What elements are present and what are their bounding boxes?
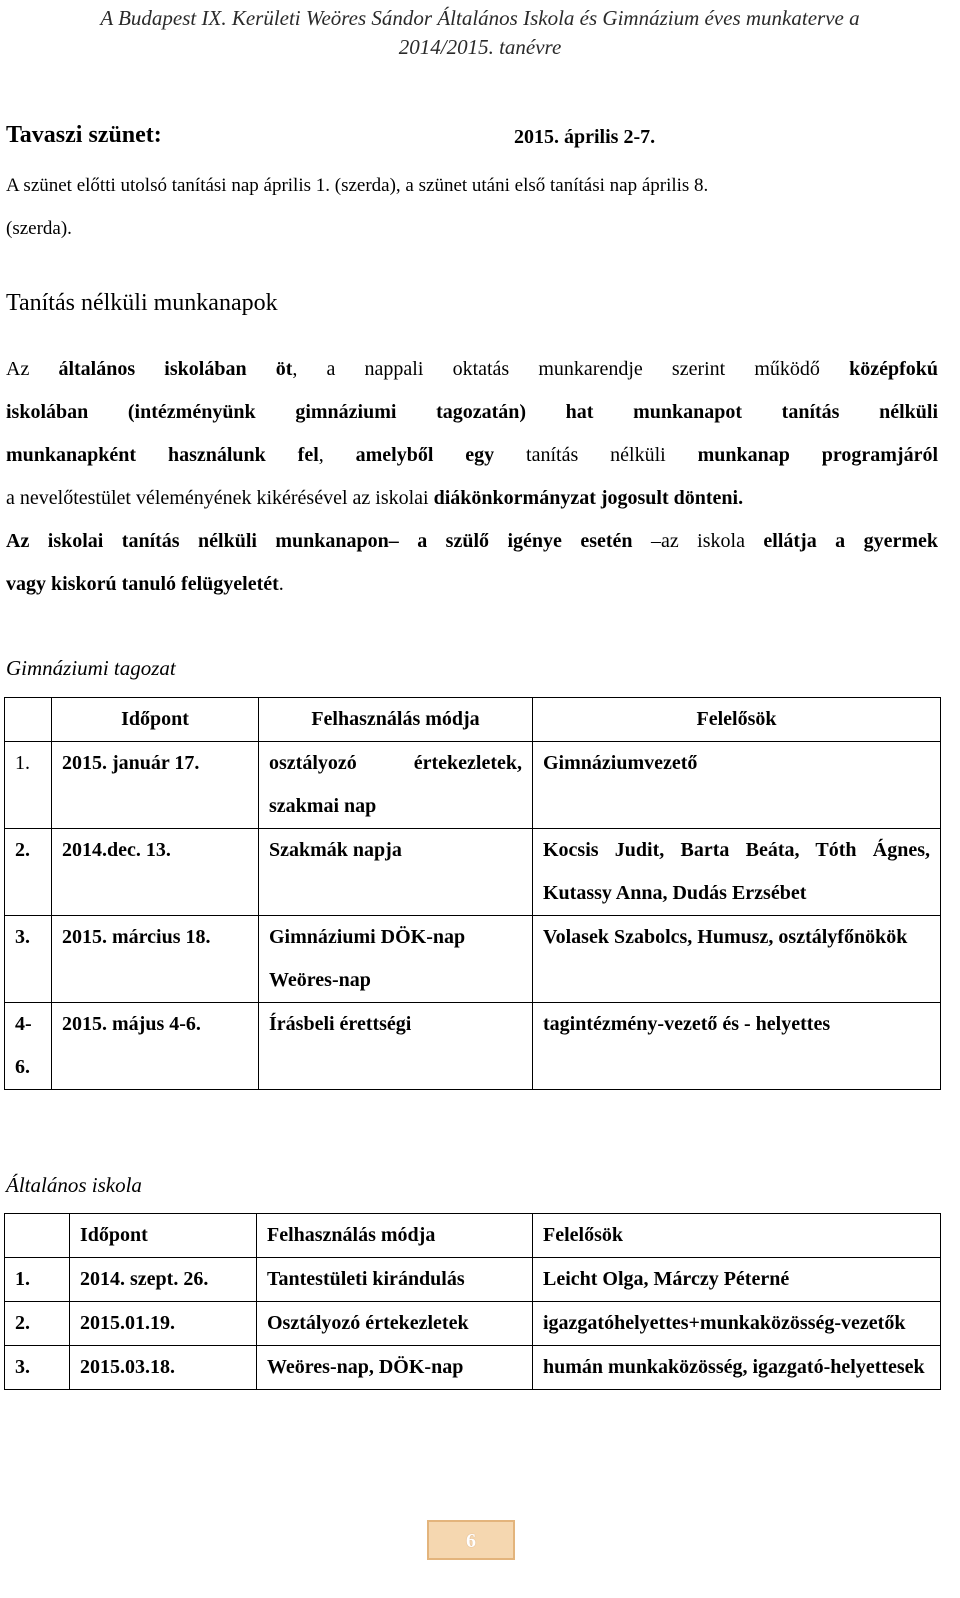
elem-row-date: 2014. szept. 26. (70, 1258, 257, 1302)
header-line-1: A Budapest IX. Kerületi Weöres Sándor Általános Iskola és Gimnázium éves munkaterve a (100, 6, 860, 30)
break-text-line-2: (szerda). (6, 218, 72, 239)
text-run: munkanap programjáról (697, 444, 939, 466)
text-run: diákönkormányzat jogosult dönteni. (433, 487, 744, 509)
gym-subheading: Gimnáziumi tagozat (6, 656, 176, 680)
paragraph-line-6 (6, 563, 284, 606)
gym-row-date: 2015. május 4-6. (52, 1003, 259, 1090)
gym-header-date: Időpont (52, 698, 259, 742)
document-header (0, 4, 960, 62)
elem-row-use: Weöres-nap, DÖK-nap (257, 1346, 533, 1390)
text-run: . (278, 573, 284, 595)
text-run: munkanapként használunk fel (6, 444, 319, 466)
gym-row-resp: Volasek Szabolcs, Humusz, osztályfőnökök (533, 916, 941, 1003)
text-run: , (318, 444, 356, 466)
table-row (5, 1346, 941, 1390)
break-text-line-1: A szünet előtti utolsó tanítási nap április 1. (szerda), a szünet utáni első tanítási nap április 8. (6, 175, 709, 196)
gym-row-use: Írásbeli érettségi (259, 1003, 533, 1090)
gym-row-num: 3. (5, 916, 52, 1003)
paragraph-line-1 (6, 348, 938, 391)
gym-header-resp: Felelősök (533, 698, 941, 742)
paragraph-line-5 (6, 520, 938, 563)
gym-row-num: 1. (5, 742, 52, 829)
paragraph-line-4 (6, 477, 743, 520)
elem-row-date: 2015.03.18. (70, 1346, 257, 1390)
elem-table (4, 1213, 941, 1390)
table-row (5, 742, 941, 829)
elem-row-num: 2. (5, 1302, 70, 1346)
elem-header-row (5, 1214, 941, 1258)
table-row (5, 1003, 941, 1090)
elem-row-resp: Leicht Olga, Márczy Péterné (533, 1258, 941, 1302)
elem-header-resp: Felelősök (533, 1214, 941, 1258)
table-row (5, 829, 941, 916)
table-row (5, 916, 941, 1003)
text-run: általános iskolában öt (58, 358, 293, 380)
text-run: iskolában (intézményünk gimnáziumi tagozatán) hat munkanapot tanítás nélküli (6, 401, 938, 423)
elem-row-num: 3. (5, 1346, 70, 1390)
gym-row-date: 2014.dec. 13. (52, 829, 259, 916)
gym-row-use: Szakmák napja (259, 829, 533, 916)
text-run: a nevelőtestület véleményének kikérésével az iskolai (6, 487, 434, 509)
header-line-2: 2014/2015. tanévre (398, 35, 562, 59)
text-run: –az iskola (650, 530, 764, 552)
text-run: amelyből egy (355, 444, 495, 466)
paragraph-line-2 (6, 391, 938, 434)
page-number: 6 (427, 1520, 515, 1560)
gym-row-num: 4-6. (5, 1003, 52, 1090)
section-title: Tanítás nélküli munkanapok (6, 290, 278, 316)
elem-row-date: 2015.01.19. (70, 1302, 257, 1346)
text-run: Az (6, 358, 59, 380)
gym-header-num (5, 698, 52, 742)
gym-row-resp: Kocsis Judit, Barta Beáta, Tóth Ágnes, Kutassy Anna, Dudás Erzsébet (533, 829, 941, 916)
break-dates: 2015. április 2-7. (514, 126, 656, 148)
table-row (5, 1258, 941, 1302)
text-run: középfokú (849, 358, 938, 380)
text-run: Az iskolai tanítás nélküli munkanapon– a szülő igénye esetén (6, 530, 651, 552)
gym-row-date: 2015. március 18. (52, 916, 259, 1003)
elem-header-use: Felhasználás módja (257, 1214, 533, 1258)
text-run: , a nappali oktatás munkarendje szerint működő (292, 358, 850, 380)
gym-header-row (5, 698, 941, 742)
gym-row-date: 2015. január 17. (52, 742, 259, 829)
elem-header-num (5, 1214, 70, 1258)
gym-row-num: 2. (5, 829, 52, 916)
gym-table (4, 697, 941, 1090)
text-run: vagy kiskorú tanuló felügyeletét (6, 573, 279, 595)
elem-row-resp: igazgatóhelyettes+munkaközösség-vezetők (533, 1302, 941, 1346)
elem-row-use: Osztályozó értekezletek (257, 1302, 533, 1346)
paragraph-line-3 (6, 434, 938, 477)
elem-row-use: Tantestületi kirándulás (257, 1258, 533, 1302)
elem-subheading: Általános iskola (6, 1173, 142, 1197)
gym-row-resp: tagintézmény-vezető és - helyettes (533, 1003, 941, 1090)
gym-row-use: Gimnáziumi DÖK-nap Weöres-nap (259, 916, 533, 1003)
gym-row-use: osztályozó értekezletek, szakmai nap (259, 742, 533, 829)
elem-row-resp: humán munkaközösség, igazgató-helyettesek (533, 1346, 941, 1390)
gym-header-use: Felhasználás módja (259, 698, 533, 742)
gym-row-resp: Gimnáziumvezető (533, 742, 941, 829)
break-label: Tavaszi szünet: (6, 122, 162, 148)
table-row (5, 1302, 941, 1346)
elem-row-num: 1. (5, 1258, 70, 1302)
text-run: tanítás nélküli (494, 444, 698, 466)
elem-header-date: Időpont (70, 1214, 257, 1258)
text-run: ellátja a gyermek (763, 530, 939, 552)
